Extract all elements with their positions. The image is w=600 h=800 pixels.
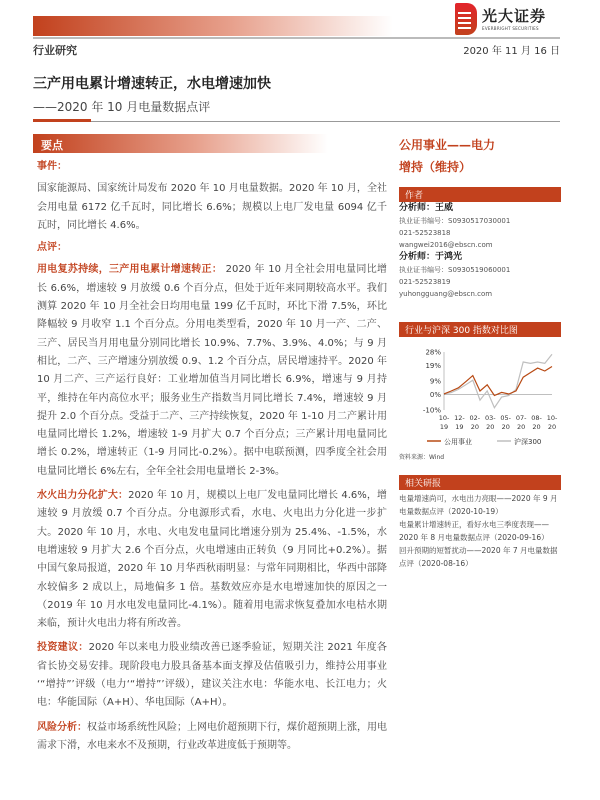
- series-line-csi300: [444, 354, 552, 407]
- x-tick-label: 08-: [531, 414, 542, 422]
- header-banner: [33, 16, 393, 36]
- chart-source: 资料来源：Wind: [399, 454, 445, 461]
- y-tick-label: 0%: [429, 391, 441, 400]
- x-tick-label: 20: [501, 423, 510, 431]
- x-tick-label: 20: [486, 423, 495, 431]
- x-tick-label: 03-: [484, 414, 496, 422]
- x-tick-label: 20: [547, 423, 557, 431]
- x-tick-label: 19: [439, 423, 449, 431]
- author-name: 分析师：王威: [399, 203, 454, 213]
- sidebar: [399, 134, 561, 300]
- comment-label: 点评：: [37, 242, 67, 254]
- x-tick-label: 10-: [546, 414, 558, 422]
- y-tick-label: 28%: [425, 348, 441, 357]
- paragraph-heading: 用电复苏持续，三产用电累计增速转正：: [37, 264, 223, 276]
- chart-header: 行业与沪深 300 指数对比图: [399, 322, 561, 337]
- x-tick-label: 05-: [500, 414, 512, 422]
- x-tick-label: 20: [532, 423, 541, 431]
- paragraph-text: 2020 年 10 月全社会用电量同比增长 6.6%，增速较 9 月放缓 0.6 个百分点，但处于近年来同期较高水平。我们测算 2020 年 10 月全社会日均用电量 199 亿千瓦时，环比下滑 7.5%，环比降幅较 9 月收窄 1.1 个百分点。分用电类型看，2020 年 10 月一产、二产、三产、居民当月用电量分别同比增长 10.9%、7.7%、3.9%、4.0%；与 9 月相比，二产、三产增速分别放缓 0.9、1.2 个百分点，居民增速持平。2020 年 10 月二产、三产运行良好：工业增加值当月同比增长 6.9%，增速与 9 月持平，维持在年内高位水平；服务业生产指数当月同比增长 7.4%，增速较 9 月提升 2.0 个百分点。受益于二产、三产持续恢复，2020 年 1-10 月二产累计用电量同比增长 1.2%，增速较 1-9 月扩大 0.7 个百分点；三产累计用电量同比增长 0.2%，增速转正（1-9 月同比-0.2%）。据中电联预测，四季度全社会用电量同比增长 6%左右，全年全社会用电量增长 2-3%。: [37, 264, 387, 477]
- related-header: 相关研报: [399, 475, 561, 490]
- x-tick-label: 19: [455, 423, 464, 431]
- paragraph: [37, 261, 387, 481]
- author-block: [399, 202, 561, 251]
- related-reports: [399, 475, 561, 571]
- report-category: 行业研究: [33, 44, 77, 57]
- page-subtitle: ——2020 年 10 月电量数据点评: [33, 100, 211, 114]
- author-block: [399, 251, 561, 300]
- legend-label: 沪深300: [514, 438, 542, 446]
- page-title: 三产用电累计增速转正，水电增速加快: [33, 76, 271, 92]
- paragraph-text: 2020 年 10 月，规模以上电厂发电量同比增长 4.6%，增速较 9 月放缓 0.7 个百分点。分电源形式看，水电、火电出力分化进一步扩大。2020 年 10 月，水电、火电发电量同比增速分别为 25.4%、-1.5%，水电增速较 9 月扩大 2.6 个百分点，火电增速由正转负（9 月同比+0.2%）。据中国气象局报道，2020 年 10 月华西秋雨明显：与常年同期相比，华西中部降水较偏多 2 成以上，局地偏多 1 倍。基数效应亦是水电增速加快的原因之一（2019 年 10 月水电发电量同比-4.1%）。随着用电需求恢复叠加水电枯水期来临，预计火电出力将有所改善。: [37, 490, 387, 630]
- x-tick-label: 12-: [454, 414, 465, 422]
- author-name: 分析师：于鸿光: [399, 252, 463, 262]
- paragraph: [37, 487, 387, 633]
- key-points-header: 要点: [33, 134, 328, 153]
- divider: [33, 37, 560, 39]
- author-license: 执业证书编号：S0930517030001: [399, 217, 511, 225]
- main-content: [37, 158, 387, 755]
- x-tick-label: 10-: [438, 414, 450, 422]
- authors-header: 作者: [399, 187, 561, 202]
- y-tick-label: 19%: [425, 362, 441, 371]
- industry-label: 公用事业——电力: [399, 138, 496, 152]
- x-tick-label: 20: [470, 423, 479, 431]
- report-date: 2020 年 11 月 16 日: [463, 46, 560, 57]
- related-report-link[interactable]: 电量增速尚可，水电出力亮眼——2020 年 9 月电量数据点评（2020-10-19）: [399, 494, 558, 516]
- related-report-link[interactable]: 回升预期的短暂扰动——2020 年 7 月电量数据点评（2020-08-16）: [399, 546, 558, 568]
- paragraph-heading: 水火出力分化扩大：: [37, 490, 129, 502]
- logo-subtext: EVERBRIGHT SECURITIES: [482, 26, 539, 31]
- author-email[interactable]: yuhongguang@ebscn.com: [399, 290, 493, 298]
- comparison-chart: [399, 340, 561, 448]
- paragraph-text: 权益市场系统性风险；上网电价超预期下行，煤价超预期上涨，用电需求下滑，水电来水不及预期，行业改革进度低于预期等。: [37, 721, 387, 751]
- logo-text: 光大证券: [482, 7, 547, 25]
- rating-label: 增持（维持）: [399, 160, 472, 174]
- x-tick-label: 02-: [469, 414, 481, 422]
- divider-accent: [33, 119, 91, 122]
- author-phone: 021-52523819: [399, 278, 451, 286]
- event-text: 国家能源局、国家统计局发布 2020 年 10 月电量数据。2020 年 10 月，全社会用电量 6172 亿千瓦时，同比增长 6.6%；规模以上电厂发电量 6094 亿千瓦时，同比增长 4.6%。: [37, 183, 387, 231]
- paragraph: [37, 639, 387, 712]
- paragraph-heading: 风险分析：: [37, 721, 87, 733]
- divider: [33, 121, 560, 122]
- paragraph: [37, 719, 387, 756]
- x-tick-label: 20: [517, 423, 526, 431]
- paragraph-heading: 投资建议：: [37, 642, 89, 654]
- author-license: 执业证书编号：S0930519060001: [399, 266, 511, 274]
- event-label: 事件：: [37, 161, 67, 172]
- y-tick-label: 9%: [429, 377, 441, 386]
- author-phone: 021-52523818: [399, 229, 451, 237]
- y-tick-label: -10%: [422, 406, 441, 415]
- x-tick-label: 07-: [515, 414, 527, 422]
- series-line-utilities: [444, 367, 552, 396]
- legend-label: 公用事业: [444, 438, 472, 446]
- related-report-link[interactable]: 电量累计增速转正，看好水电三季度表现——2020 年 8 月电量数据点评（2020-09-16）: [399, 520, 549, 542]
- logo-mark: [455, 3, 477, 35]
- paragraph-text: 2020 年以来电力股业绩改善已逐季验证，短期关注 2021 年度各省长协交易安排。现阶段电力股具备基本面支撑及估值吸引力，维持公用事业 ‘“增持”’评级（电力‘“增持”’评级），建议关注水电：华能水电、长江电力；火电：华能国际（A+H）、华电国际（A+H）。: [37, 642, 387, 709]
- author-email[interactable]: wangwei2016@ebscn.com: [399, 241, 493, 249]
